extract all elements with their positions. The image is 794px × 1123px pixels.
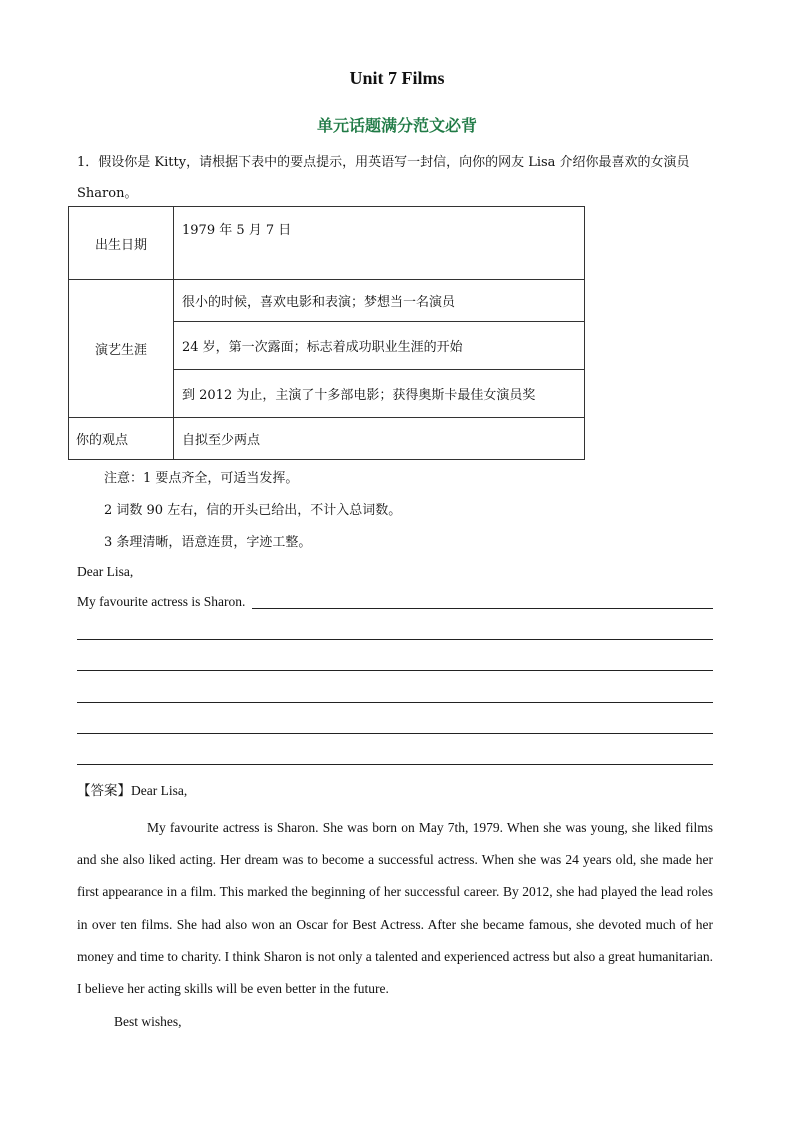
writing-line — [77, 733, 713, 734]
info-table — [68, 206, 585, 460]
writing-line — [252, 608, 713, 609]
career-item: 到 2012 为止，主演了十多部电影；获得奥斯卡最佳女演员奖 — [174, 370, 585, 418]
birth-value: 1979 年 5 月 7 日 — [174, 207, 585, 280]
table-row-opinion — [69, 418, 585, 460]
answer-greeting: Dear Lisa, — [131, 783, 188, 798]
opinion-label: 你的观点 — [69, 418, 174, 460]
career-item: 很小的时候，喜欢电影和表演；梦想当一名演员 — [174, 280, 585, 322]
answer-heading — [77, 779, 187, 799]
letter-greeting: Dear Lisa, — [77, 564, 134, 579]
table-row-birth — [69, 207, 585, 280]
answer-closing: Best wishes, — [114, 1014, 182, 1029]
career-label: 演艺生涯 — [69, 280, 174, 418]
writing-line — [77, 702, 713, 703]
opinion-value: 自拟至少两点 — [174, 418, 585, 460]
writing-line — [77, 670, 713, 671]
note-3: 3 条理清晰，语意连贯，字迹工整。 — [104, 535, 312, 550]
table-row-career — [69, 280, 585, 322]
page-subtitle: 单元话题满分范文必背 — [316, 116, 477, 135]
note-2: 2 词数 90 左右，信的开头已给出，不计入总词数。 — [104, 503, 402, 518]
writing-line — [77, 639, 713, 640]
career-item: 24 岁，第一次露面；标志着成功职业生涯的开始 — [174, 322, 585, 370]
writing-line — [77, 764, 713, 765]
letter-start: My favourite actress is Sharon. — [77, 594, 246, 609]
question-text: 1．假设你是 Kitty，请根据下表中的要点提示，用英语写一封信，向你的网友 Lisa 介绍你最喜欢的女演员 — [77, 155, 690, 170]
birth-label: 出生日期 — [69, 207, 174, 280]
question-text-continued: Sharon。 — [77, 186, 138, 201]
answer-label: 【答案】 — [77, 783, 131, 799]
page-title: Unit 7 Films — [349, 68, 445, 88]
answer-body: My favourite actress is Sharon. She was born on May 7th, 1979. When she was young, she liked films and she also liked acting. Her dream was to become a successful actress. When she was 24 years old, she made her first appearance in a film. This marked the beginning of her successful career. By 2012, she had played the lead roles in over ten films. She had also won an Oscar for Best Actress. After she became famous, she devoted much of her money and time to charity. I think Sharon is not only a talented and experienced actress but also a great humanitarian. I believe her acting skills will be even better in the future. — [77, 820, 713, 997]
note-1: 注意：1 要点齐全，可适当发挥。 — [104, 471, 299, 486]
